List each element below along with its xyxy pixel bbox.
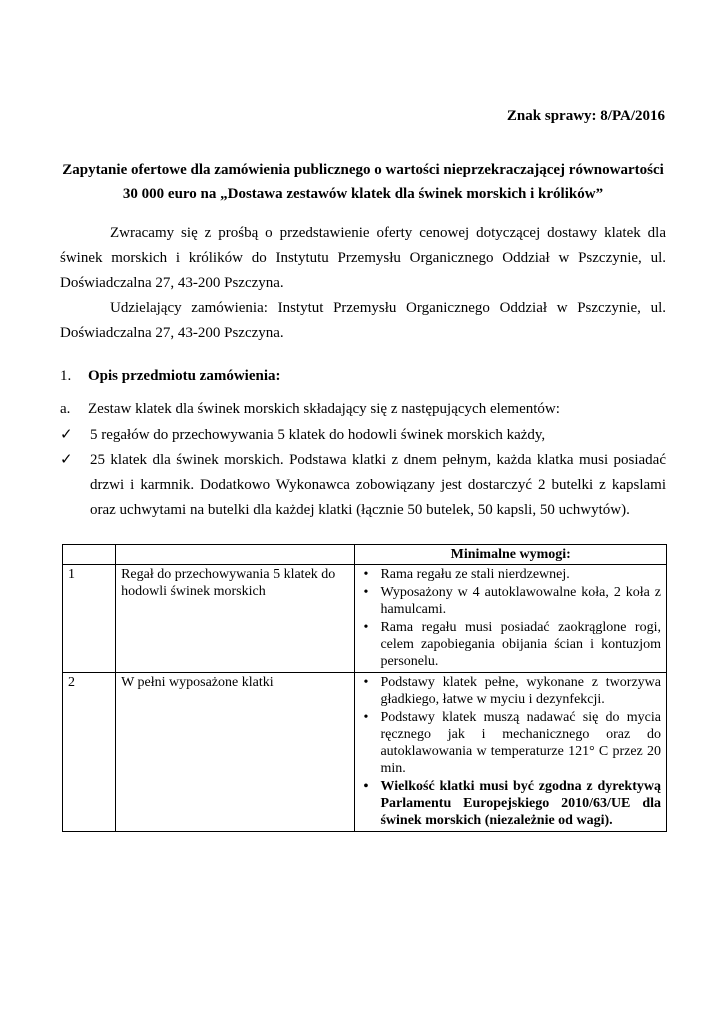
- intro-paragraph-2: [60, 296, 666, 346]
- requirement-item: [360, 709, 661, 777]
- requirements-table: [62, 544, 667, 832]
- title-line-2: 30 000 euro na „Dostawa zestawów klatek dla świnek morskich i królików”: [122, 186, 604, 202]
- requirement-text: Rama regału musi posiadać zaokrąglone rogi, celem zapobiegania obijania ścian i kontuzjom personelu.: [380, 620, 661, 669]
- section-number: 1.: [60, 368, 72, 384]
- document-title: [60, 158, 666, 206]
- row-number: 1: [63, 565, 116, 673]
- row-requirements: [355, 565, 667, 673]
- bullet-icon: •: [363, 567, 369, 582]
- requirement-item: [360, 619, 661, 670]
- intro-paragraph-2-text: Udzielający zamówienia: Instytut Przemysłu Organicznego Oddział w Pszczynie, ul. Doświadczalna 27, 43-200 Pszczyna.: [60, 300, 666, 341]
- bullet-icon: •: [363, 779, 369, 794]
- requirement-item: [360, 566, 661, 583]
- row-requirements: [355, 673, 667, 832]
- requirement-text: Rama regału ze stali nierdzewnej.: [380, 567, 570, 582]
- title-line-1: Zapytanie ofertowe dla zamówienia publicznego o wartości nieprzekraczającej równowartości: [62, 162, 664, 178]
- list-item-a-marker: a.: [60, 401, 71, 417]
- list-item-a-text: Zestaw klatek dla świnek morskich składający się z następujących elementów:: [88, 401, 560, 417]
- table-row: [63, 673, 667, 832]
- checklist-item-text: 25 klatek dla świnek morskich. Podstawa klatki z dnem pełnym, każda klatka musi posiadać drzwi i karmnik. Dodatkowo Wykonawca zobowiązany jest dostarczyć 2 butelki z kapslami oraz uchwytami na butelki dla każdej klatki (łącznie 50 butelek, 50 kapsli, 50 uchwytów).: [90, 452, 666, 518]
- table-header-row: [63, 545, 667, 565]
- checkmark-icon: ✓: [60, 427, 73, 443]
- row-item-name: Regał do przechowywania 5 klatek do hodowli świnek morskich: [116, 565, 355, 673]
- row-number: 2: [63, 673, 116, 832]
- checklist-item: [60, 423, 666, 448]
- checklist-item-text: 5 regałów do przechowywania 5 klatek do hodowli świnek morskich każdy,: [90, 427, 546, 443]
- checklist-item: [60, 448, 666, 523]
- section-heading: [60, 368, 281, 385]
- section-label: Opis przedmiotu zamówienia:: [88, 368, 281, 384]
- bullet-icon: •: [363, 585, 369, 600]
- requirement-item: [360, 778, 661, 829]
- checkmark-icon: ✓: [60, 452, 73, 468]
- table-row: [63, 565, 667, 673]
- requirement-item: [360, 674, 661, 708]
- case-reference: Znak sprawy: 8/PA/2016: [506, 108, 665, 124]
- header-cell-requirements: Minimalne wymogi:: [355, 545, 667, 565]
- bullet-icon: •: [363, 675, 369, 690]
- header-cell-empty: [63, 545, 116, 565]
- list-item-a: [60, 401, 560, 418]
- bullet-icon: •: [363, 620, 369, 635]
- requirement-text: Podstawy klatek muszą nadawać się do mycia ręcznego jak i mechanicznego oraz do autoklawowania w temperaturze 121° C przez 20 min.: [380, 710, 661, 776]
- intro-paragraph-1: [60, 221, 666, 296]
- header-cell-empty: [116, 545, 355, 565]
- requirement-text: Podstawy klatek pełne, wykonane z tworzywa gładkiego, łatwe w myciu i dezynfekcji.: [380, 675, 661, 707]
- requirement-item: [360, 584, 661, 618]
- row-item-name: W pełni wyposażone klatki: [116, 673, 355, 832]
- bullet-icon: •: [363, 710, 369, 725]
- requirement-text: Wyposażony w 4 autoklawowalne koła, 2 koła z hamulcami.: [380, 585, 661, 617]
- requirement-text: Wielkość klatki musi być zgodna z dyrektywą Parlamentu Europejskiego 2010/63/UE dla świnek morskich (niezależnie od wagi).: [380, 779, 661, 828]
- intro-paragraph-1-text: Zwracamy się z prośbą o przedstawienie oferty cenowej dotyczącej dostawy klatek dla świnek morskich i królików do Instytutu Przemysłu Organicznego Oddział w Pszczynie, ul. Doświadczalna 27, 43-200 Pszczyna.: [60, 225, 666, 291]
